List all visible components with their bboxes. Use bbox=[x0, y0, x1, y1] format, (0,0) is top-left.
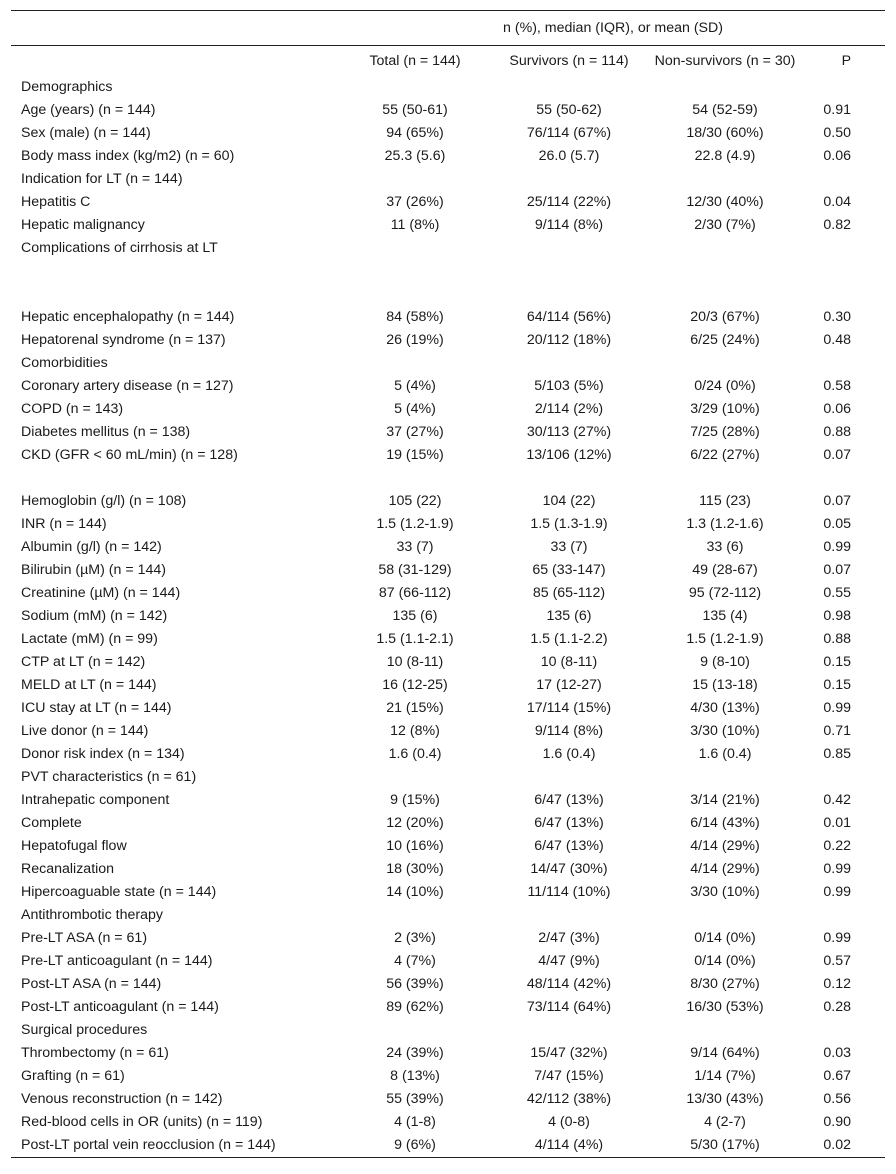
cell-total: 10 (16%) bbox=[386, 838, 444, 854]
spacer-row bbox=[11, 260, 885, 306]
row-label: Thrombectomy (n = 61) bbox=[21, 1045, 169, 1061]
empty-cell bbox=[801, 766, 885, 789]
row-label: Live donor (n = 144) bbox=[21, 723, 149, 739]
table-row bbox=[11, 559, 885, 582]
cell-p-value: 0.55 bbox=[823, 585, 852, 601]
cell-p-value: 0.15 bbox=[823, 677, 852, 693]
section-label: PVT characteristics (n = 61) bbox=[21, 769, 197, 785]
table-row bbox=[11, 375, 885, 398]
cell-nonsurvivors: 3/29 (10%) bbox=[690, 401, 760, 417]
table-row bbox=[11, 513, 885, 536]
cell-survivors: 64/114 (56%) bbox=[526, 309, 612, 325]
table-row bbox=[11, 582, 885, 605]
cell-survivors: 13/106 (12%) bbox=[526, 447, 612, 463]
empty-cell bbox=[341, 1019, 489, 1042]
empty-cell bbox=[341, 766, 489, 789]
cell-p-value: 0.15 bbox=[823, 654, 852, 670]
empty-header-cell bbox=[11, 11, 341, 46]
row-label: Red-blood cells in OR (units) (n = 119) bbox=[21, 1114, 263, 1130]
table-row bbox=[11, 191, 885, 214]
cell-survivors: 20/112 (18%) bbox=[526, 332, 612, 348]
cell-p-value: 0.22 bbox=[823, 838, 852, 854]
empty-cell bbox=[649, 260, 801, 306]
cell-total: 135 (6) bbox=[392, 608, 438, 624]
table-row bbox=[11, 743, 885, 766]
cell-total: 5 (4%) bbox=[394, 378, 436, 394]
empty-cell bbox=[801, 237, 885, 260]
section-row bbox=[11, 1019, 885, 1042]
empty-cell bbox=[341, 904, 489, 927]
table-row bbox=[11, 1111, 885, 1134]
cell-nonsurvivors: 33 (6) bbox=[706, 539, 744, 555]
section-row bbox=[11, 352, 885, 375]
cell-total: 58 (31-129) bbox=[378, 562, 452, 578]
cell-total: 56 (39%) bbox=[386, 976, 444, 992]
cell-nonsurvivors: 3/14 (21%) bbox=[690, 792, 760, 808]
cell-p-value: 0.88 bbox=[823, 631, 852, 647]
column-header-row bbox=[11, 46, 885, 77]
cell-p-value: 0.58 bbox=[823, 378, 852, 394]
row-label: Creatinine (µM) (n = 144) bbox=[21, 585, 181, 601]
empty-cell bbox=[801, 260, 885, 306]
group-header-row bbox=[11, 11, 885, 46]
empty-cell bbox=[649, 237, 801, 260]
cell-total: 4 (7%) bbox=[394, 953, 436, 969]
row-label: Post-LT portal vein reocclusion (n = 144) bbox=[11, 1134, 341, 1158]
cell-p-value: 0.48 bbox=[823, 332, 852, 348]
cell-nonsurvivors: 1.3 (1.2-1.6) bbox=[686, 516, 764, 532]
col-header-p: P bbox=[801, 46, 885, 77]
row-label: Pre-LT anticoagulant (n = 144) bbox=[21, 953, 213, 969]
cell-survivors: 48/114 (42%) bbox=[526, 976, 612, 992]
cell-nonsurvivors: 4/14 (29%) bbox=[690, 838, 760, 854]
cell-nonsurvivors: 4/30 (13%) bbox=[690, 700, 760, 716]
table-row bbox=[11, 122, 885, 145]
cell-nonsurvivors: 3/30 (10%) bbox=[690, 884, 760, 900]
cell-survivors: 42/112 (38%) bbox=[526, 1091, 612, 1107]
empty-cell bbox=[801, 352, 885, 375]
row-label: Bilirubin (µM) (n = 144) bbox=[21, 562, 166, 578]
cell-survivors: 1.5 (1.1-2.2) bbox=[530, 631, 608, 647]
empty-cell bbox=[341, 260, 489, 306]
cell-total: 33 (7) bbox=[396, 539, 434, 555]
empty-cell bbox=[341, 168, 489, 191]
row-label: Donor risk index (n = 134) bbox=[21, 746, 185, 762]
row-label: Sodium (mM) (n = 142) bbox=[21, 608, 168, 624]
table-row bbox=[11, 1134, 885, 1158]
empty-cell bbox=[649, 766, 801, 789]
cell-nonsurvivors: 1/14 (7%) bbox=[694, 1068, 756, 1084]
table-row bbox=[11, 628, 885, 651]
cell-survivors: 1.6 (0.4) bbox=[542, 746, 596, 762]
cell-total: 9 (6%) bbox=[341, 1134, 489, 1158]
table-row bbox=[11, 674, 885, 697]
outcomes-table bbox=[11, 10, 885, 1158]
cell-total: 105 (22) bbox=[388, 493, 442, 509]
cell-survivors: 4/114 (4%) bbox=[489, 1134, 649, 1158]
cell-survivors: 7/47 (15%) bbox=[534, 1068, 604, 1084]
section-label: Complications of cirrhosis at LT bbox=[21, 240, 218, 256]
cell-survivors: 4/47 (9%) bbox=[538, 953, 600, 969]
empty-cell bbox=[489, 352, 649, 375]
cell-total: 11 (8%) bbox=[390, 217, 440, 233]
table-row bbox=[11, 927, 885, 950]
row-label: Intrahepatic component bbox=[21, 792, 170, 808]
table-row bbox=[11, 835, 885, 858]
cell-total: 5 (4%) bbox=[394, 401, 436, 417]
empty-cell bbox=[649, 467, 801, 490]
cell-p-value: 0.12 bbox=[823, 976, 852, 992]
table-row bbox=[11, 973, 885, 996]
empty-cell bbox=[801, 1019, 885, 1042]
section-label: Surgical procedures bbox=[21, 1022, 148, 1038]
empty-cell bbox=[489, 237, 649, 260]
cell-p-value: 0.82 bbox=[823, 217, 852, 233]
table-row bbox=[11, 950, 885, 973]
empty-cell bbox=[649, 352, 801, 375]
cell-nonsurvivors: 0/24 (0%) bbox=[694, 378, 756, 394]
row-label: Diabetes mellitus (n = 138) bbox=[21, 424, 191, 440]
table-row bbox=[11, 812, 885, 835]
cell-survivors: 135 (6) bbox=[546, 608, 592, 624]
row-label: Post-LT anticoagulant (n = 144) bbox=[21, 999, 219, 1015]
cell-nonsurvivors: 18/30 (60%) bbox=[686, 125, 764, 141]
cell-total: 94 (65%) bbox=[386, 125, 444, 141]
cell-total: 2 (3%) bbox=[394, 930, 436, 946]
table-row bbox=[11, 720, 885, 743]
cell-p-value: 0.30 bbox=[823, 309, 852, 325]
table-row bbox=[11, 858, 885, 881]
row-label: Hepatorenal syndrome (n = 137) bbox=[21, 332, 226, 348]
cell-p-value: 0.07 bbox=[823, 447, 852, 463]
cell-p-value: 0.98 bbox=[823, 608, 852, 624]
col-header-total: Total (n = 144) bbox=[341, 46, 489, 77]
empty-cell bbox=[801, 168, 885, 191]
row-label: Venous reconstruction (n = 142) bbox=[21, 1091, 223, 1107]
cell-p-value: 0.99 bbox=[823, 930, 852, 946]
cell-p-value: 0.67 bbox=[823, 1068, 852, 1084]
group-header: n (%), median (IQR), or mean (SD) bbox=[341, 11, 885, 46]
cell-p-value: 0.42 bbox=[823, 792, 852, 808]
cell-survivors: 55 (50-62) bbox=[536, 102, 602, 118]
cell-total: 16 (12-25) bbox=[382, 677, 448, 693]
cell-p-value: 0.88 bbox=[823, 424, 852, 440]
empty-cell bbox=[489, 76, 649, 99]
cell-p-value: 0.06 bbox=[823, 401, 852, 417]
cell-nonsurvivors: 12/30 (40%) bbox=[686, 194, 764, 210]
empty-cell bbox=[801, 467, 885, 490]
empty-cell bbox=[649, 904, 801, 927]
table-row bbox=[11, 214, 885, 237]
cell-nonsurvivors: 6/25 (24%) bbox=[690, 332, 760, 348]
cell-total: 12 (8%) bbox=[390, 723, 440, 739]
cell-p-value: 0.91 bbox=[823, 102, 852, 118]
cell-nonsurvivors: 4 (2-7) bbox=[704, 1114, 746, 1130]
cell-p-value: 0.99 bbox=[823, 861, 852, 877]
cell-survivors: 26.0 (5.7) bbox=[538, 148, 600, 164]
table-body bbox=[11, 76, 885, 1158]
empty-cell bbox=[489, 1019, 649, 1042]
row-label: Hipercoaguable state (n = 144) bbox=[21, 884, 217, 900]
empty-header-cell bbox=[11, 46, 341, 77]
table-row bbox=[11, 99, 885, 122]
cell-survivors: 9/114 (8%) bbox=[534, 217, 604, 233]
cell-survivors: 11/114 (10%) bbox=[527, 884, 611, 900]
section-label: Antithrombotic therapy bbox=[21, 907, 163, 923]
table-row bbox=[11, 398, 885, 421]
cell-total: 10 (8-11) bbox=[386, 654, 444, 670]
cell-nonsurvivors: 6/14 (43%) bbox=[690, 815, 760, 831]
empty-cell bbox=[11, 467, 341, 490]
empty-cell bbox=[649, 168, 801, 191]
cell-p-value: 0.57 bbox=[823, 953, 852, 969]
empty-cell bbox=[489, 467, 649, 490]
cell-nonsurvivors: 54 (52-59) bbox=[692, 102, 758, 118]
empty-cell bbox=[489, 260, 649, 306]
cell-nonsurvivors: 4/14 (29%) bbox=[690, 861, 760, 877]
section-row bbox=[11, 168, 885, 191]
row-label: Albumin (g/l) (n = 142) bbox=[21, 539, 162, 555]
cell-survivors: 85 (65-112) bbox=[532, 585, 606, 601]
table-container bbox=[11, 10, 885, 1158]
cell-p-value: 0.99 bbox=[823, 539, 852, 555]
cell-total: 1.5 (1.1-2.1) bbox=[376, 631, 454, 647]
cell-survivors: 2/114 (2%) bbox=[534, 401, 604, 417]
row-label: INR (n = 144) bbox=[21, 516, 107, 532]
empty-cell bbox=[11, 260, 341, 306]
col-header-nonsurvivors: Non-survivors (n = 30) bbox=[649, 46, 801, 77]
empty-cell bbox=[649, 76, 801, 99]
table-row bbox=[11, 444, 885, 467]
cell-nonsurvivors: 20/3 (67%) bbox=[690, 309, 760, 325]
row-label: Coronary artery disease (n = 127) bbox=[21, 378, 234, 394]
row-label: Hepatic malignancy bbox=[21, 217, 145, 233]
table-row bbox=[11, 789, 885, 812]
row-label: Sex (male) (n = 144) bbox=[21, 125, 151, 141]
section-row bbox=[11, 766, 885, 789]
cell-p-value: 0.05 bbox=[823, 516, 852, 532]
cell-total: 1.5 (1.2-1.9) bbox=[376, 516, 454, 532]
cell-p-value: 0.99 bbox=[823, 884, 852, 900]
table-row bbox=[11, 881, 885, 904]
cell-total: 25.3 (5.6) bbox=[384, 148, 446, 164]
row-label: Age (years) (n = 144) bbox=[21, 102, 156, 118]
row-label: Body mass index (kg/m2) (n = 60) bbox=[21, 148, 235, 164]
row-label: ICU stay at LT (n = 144) bbox=[21, 700, 172, 716]
cell-p-value: 0.71 bbox=[823, 723, 852, 739]
section-row bbox=[11, 237, 885, 260]
cell-total: 55 (39%) bbox=[386, 1091, 444, 1107]
cell-nonsurvivors: 6/22 (27%) bbox=[690, 447, 760, 463]
row-label: Hepatofugal flow bbox=[21, 838, 127, 854]
cell-total: 55 (50-61) bbox=[382, 102, 448, 118]
cell-p-value: 0.06 bbox=[823, 148, 852, 164]
table-row bbox=[11, 490, 885, 513]
cell-nonsurvivors: 1.5 (1.2-1.9) bbox=[686, 631, 764, 647]
cell-total: 37 (26%) bbox=[386, 194, 444, 210]
cell-nonsurvivors: 8/30 (27%) bbox=[690, 976, 760, 992]
cell-total: 24 (39%) bbox=[386, 1045, 444, 1061]
cell-p-value: 0.02 bbox=[801, 1134, 885, 1158]
cell-survivors: 33 (7) bbox=[550, 539, 588, 555]
cell-nonsurvivors: 115 (23) bbox=[699, 493, 751, 509]
cell-p-value: 0.56 bbox=[823, 1091, 852, 1107]
cell-total: 14 (10%) bbox=[386, 884, 444, 900]
spacer-row bbox=[11, 467, 885, 490]
cell-nonsurvivors: 49 (28-67) bbox=[692, 562, 758, 578]
empty-cell bbox=[341, 352, 489, 375]
empty-cell bbox=[341, 467, 489, 490]
cell-total: 4 (1-8) bbox=[394, 1114, 436, 1130]
row-label: Hepatic encephalopathy (n = 144) bbox=[21, 309, 235, 325]
cell-nonsurvivors: 135 (4) bbox=[702, 608, 748, 624]
cell-p-value: 0.07 bbox=[823, 562, 852, 578]
cell-nonsurvivors: 13/30 (43%) bbox=[686, 1091, 764, 1107]
cell-survivors: 6/47 (13%) bbox=[534, 815, 604, 831]
cell-survivors: 73/114 (64%) bbox=[526, 999, 612, 1015]
table-row bbox=[11, 1088, 885, 1111]
section-row bbox=[11, 76, 885, 99]
row-label: CTP at LT (n = 142) bbox=[21, 654, 146, 670]
cell-p-value: 0.50 bbox=[823, 125, 852, 141]
table-row bbox=[11, 697, 885, 720]
cell-total: 19 (15%) bbox=[386, 447, 444, 463]
section-label: Demographics bbox=[21, 79, 113, 95]
cell-survivors: 1.5 (1.3-1.9) bbox=[530, 516, 608, 532]
cell-total: 84 (58%) bbox=[386, 309, 444, 325]
col-header-survivors: Survivors (n = 114) bbox=[489, 46, 649, 77]
table-row bbox=[11, 651, 885, 674]
cell-total: 89 (62%) bbox=[386, 999, 444, 1015]
row-label: MELD at LT (n = 144) bbox=[21, 677, 157, 693]
row-label: Post-LT ASA (n = 144) bbox=[21, 976, 162, 992]
table-row bbox=[11, 329, 885, 352]
cell-survivors: 5/103 (5%) bbox=[534, 378, 604, 394]
cell-nonsurvivors: 9/14 (64%) bbox=[690, 1045, 760, 1061]
cell-nonsurvivors: 0/14 (0%) bbox=[694, 930, 756, 946]
cell-p-value: 0.99 bbox=[823, 700, 852, 716]
row-label: Lactate (mM) (n = 99) bbox=[21, 631, 158, 647]
cell-survivors: 17/114 (15%) bbox=[526, 700, 612, 716]
cell-survivors: 6/47 (13%) bbox=[534, 838, 604, 854]
table-row bbox=[11, 1065, 885, 1088]
row-label: Recanalization bbox=[21, 861, 115, 877]
cell-nonsurvivors: 16/30 (53%) bbox=[686, 999, 764, 1015]
cell-survivors: 30/113 (27%) bbox=[526, 424, 612, 440]
empty-cell bbox=[489, 904, 649, 927]
cell-p-value: 0.85 bbox=[823, 746, 852, 762]
cell-survivors: 9/114 (8%) bbox=[534, 723, 604, 739]
cell-nonsurvivors: 5/30 (17%) bbox=[649, 1134, 801, 1158]
cell-survivors: 4 (0-8) bbox=[548, 1114, 590, 1130]
cell-total: 18 (30%) bbox=[386, 861, 444, 877]
cell-survivors: 25/114 (22%) bbox=[526, 194, 612, 210]
cell-p-value: 0.04 bbox=[823, 194, 852, 210]
row-label: Grafting (n = 61) bbox=[21, 1068, 125, 1084]
section-label: Indication for LT (n = 144) bbox=[21, 171, 183, 187]
cell-survivors: 76/114 (67%) bbox=[526, 125, 612, 141]
empty-cell bbox=[649, 1019, 801, 1042]
empty-cell bbox=[341, 237, 489, 260]
cell-nonsurvivors: 22.8 (4.9) bbox=[694, 148, 756, 164]
table-row bbox=[11, 1042, 885, 1065]
cell-survivors: 6/47 (13%) bbox=[534, 792, 604, 808]
cell-nonsurvivors: 15 (13-18) bbox=[692, 677, 758, 693]
cell-nonsurvivors: 3/30 (10%) bbox=[690, 723, 760, 739]
cell-total: 21 (15%) bbox=[386, 700, 444, 716]
cell-survivors: 14/47 (30%) bbox=[530, 861, 608, 877]
table-row bbox=[11, 145, 885, 168]
empty-cell bbox=[489, 168, 649, 191]
empty-cell bbox=[341, 76, 489, 99]
cell-survivors: 15/47 (32%) bbox=[530, 1045, 608, 1061]
cell-p-value: 0.03 bbox=[823, 1045, 852, 1061]
section-row bbox=[11, 904, 885, 927]
cell-nonsurvivors: 2/30 (7%) bbox=[694, 217, 756, 233]
empty-cell bbox=[489, 766, 649, 789]
cell-survivors: 65 (33-147) bbox=[532, 562, 606, 578]
cell-p-value: 0.07 bbox=[823, 493, 852, 509]
cell-p-value: 0.90 bbox=[823, 1114, 852, 1130]
row-label: Hemoglobin (g/l) (n = 108) bbox=[21, 493, 187, 509]
cell-p-value: 0.01 bbox=[823, 815, 852, 831]
cell-nonsurvivors: 0/14 (0%) bbox=[694, 953, 756, 969]
cell-survivors: 104 (22) bbox=[542, 493, 596, 509]
table-row bbox=[11, 536, 885, 559]
section-label: Comorbidities bbox=[21, 355, 108, 371]
cell-nonsurvivors: 7/25 (28%) bbox=[690, 424, 760, 440]
cell-total: 37 (27%) bbox=[386, 424, 444, 440]
table-row bbox=[11, 996, 885, 1019]
cell-survivors: 10 (8-11) bbox=[540, 654, 598, 670]
cell-total: 8 (13%) bbox=[390, 1068, 440, 1084]
row-label: Complete bbox=[21, 815, 82, 831]
cell-total: 87 (66-112) bbox=[378, 585, 452, 601]
cell-survivors: 17 (12-27) bbox=[536, 677, 602, 693]
cell-nonsurvivors: 9 (8-10) bbox=[700, 654, 750, 670]
table-row bbox=[11, 306, 885, 329]
cell-total: 26 (19%) bbox=[386, 332, 444, 348]
row-label: Hepatitis C bbox=[21, 194, 91, 210]
cell-p-value: 0.28 bbox=[823, 999, 852, 1015]
row-label: CKD (GFR < 60 mL/min) (n = 128) bbox=[21, 447, 238, 463]
table-row bbox=[11, 421, 885, 444]
cell-nonsurvivors: 1.6 (0.4) bbox=[698, 746, 752, 762]
cell-nonsurvivors: 95 (72-112) bbox=[688, 585, 762, 601]
cell-total: 9 (15%) bbox=[390, 792, 440, 808]
row-label: Pre-LT ASA (n = 61) bbox=[21, 930, 148, 946]
cell-survivors: 2/47 (3%) bbox=[538, 930, 600, 946]
empty-cell bbox=[801, 904, 885, 927]
row-label: COPD (n = 143) bbox=[21, 401, 124, 417]
table-row bbox=[11, 605, 885, 628]
cell-total: 1.6 (0.4) bbox=[388, 746, 442, 762]
cell-total: 12 (20%) bbox=[386, 815, 444, 831]
empty-cell bbox=[801, 76, 885, 99]
